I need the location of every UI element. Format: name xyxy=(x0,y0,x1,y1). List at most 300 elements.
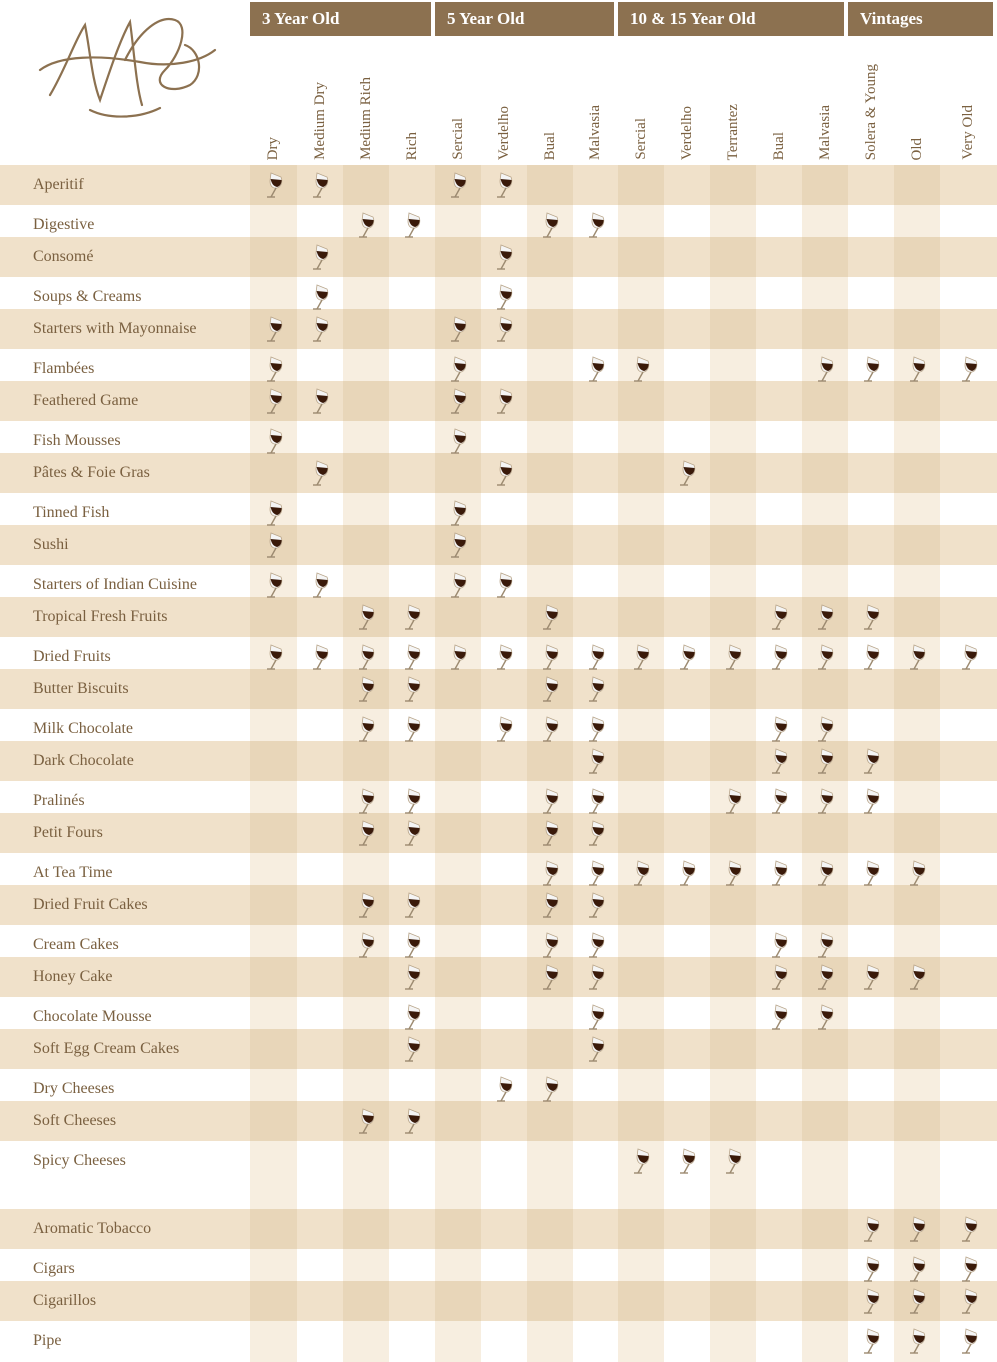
table-cell xyxy=(250,781,297,813)
wine-glass-icon xyxy=(905,643,929,671)
wine-glass-icon xyxy=(813,1003,837,1031)
table-cell xyxy=(250,813,297,853)
table-cell xyxy=(802,1281,848,1321)
column-header: Medium Rich xyxy=(357,77,374,160)
row-label: Aperitif xyxy=(33,176,84,193)
wine-glass-icon xyxy=(584,891,608,919)
row-label: Cream Cakes xyxy=(33,936,119,953)
table-cell xyxy=(802,565,848,597)
wine-glass-icon xyxy=(584,747,608,775)
wine-glass-icon xyxy=(905,1255,929,1283)
column-header: Very Old xyxy=(960,105,976,160)
row-label: Consomé xyxy=(33,248,94,265)
wine-glass-icon xyxy=(538,787,562,815)
wine-glass-icon xyxy=(859,1255,883,1283)
table-cell xyxy=(710,813,756,853)
table-cell xyxy=(343,277,389,309)
wine-glass-icon xyxy=(629,355,653,383)
row-label: Pipe xyxy=(33,1332,62,1349)
row-label: Soft Egg Cream Cakes xyxy=(33,1040,180,1057)
table-cell xyxy=(250,1069,297,1101)
table-cell xyxy=(710,205,756,237)
table-cell xyxy=(802,669,848,709)
wine-glass-icon xyxy=(584,715,608,743)
table-cell xyxy=(710,885,756,925)
wine-glass-icon xyxy=(262,355,286,383)
row-label: Soft Cheeses xyxy=(33,1112,117,1129)
group-header: 10 & 15 Year Old xyxy=(618,2,844,36)
table-cell xyxy=(710,237,756,277)
table-cell xyxy=(250,1209,297,1249)
row-label: Flambées xyxy=(33,360,95,377)
table-cell xyxy=(802,309,848,349)
table-cell xyxy=(710,349,756,381)
column-header: Malvasia xyxy=(587,105,603,160)
wine-glass-icon xyxy=(400,819,424,847)
table-cell xyxy=(343,1321,389,1362)
row-label: Starters of Indian Cuisine xyxy=(33,576,197,593)
table-cell xyxy=(435,597,481,637)
row-label: Honey Cake xyxy=(33,968,113,985)
table-cell xyxy=(710,309,756,349)
wine-glass-icon xyxy=(262,643,286,671)
table-cell xyxy=(618,381,664,421)
wine-glass-icon xyxy=(905,1287,929,1315)
table-cell xyxy=(527,421,573,453)
wine-glass-icon xyxy=(584,787,608,815)
wine-glass-icon xyxy=(629,859,653,887)
wine-glass-icon xyxy=(905,355,929,383)
column-header: Dry xyxy=(265,136,281,160)
group-header: 3 Year Old xyxy=(250,2,431,36)
table-cell xyxy=(618,741,664,781)
wine-glass-icon xyxy=(446,643,470,671)
wine-glass-icon xyxy=(957,1287,981,1315)
wine-glass-icon xyxy=(354,211,378,239)
table-cell xyxy=(435,957,481,997)
table-cell xyxy=(250,997,297,1029)
table-cell xyxy=(618,237,664,277)
table-cell xyxy=(710,421,756,453)
wine-glass-icon xyxy=(767,1003,791,1031)
column-header: Verdelho xyxy=(678,105,695,160)
wine-glass-icon xyxy=(767,859,791,887)
table-cell xyxy=(710,1281,756,1321)
wine-glass-icon xyxy=(354,603,378,631)
table-cell xyxy=(894,1069,940,1101)
wine-glass-icon xyxy=(905,1327,929,1355)
table-cell xyxy=(802,813,848,853)
wine-glass-icon xyxy=(859,963,883,991)
wine-glass-icon xyxy=(492,387,516,415)
table-cell xyxy=(527,525,573,565)
table-cell xyxy=(618,565,664,597)
table-cell xyxy=(527,453,573,493)
table-cell xyxy=(343,421,389,453)
table-cell xyxy=(710,493,756,525)
table-cell xyxy=(618,925,664,957)
table-cell xyxy=(435,1101,481,1141)
table-cell xyxy=(618,1069,664,1101)
wine-glass-icon xyxy=(859,1287,883,1315)
wine-glass-icon xyxy=(859,643,883,671)
table-cell xyxy=(343,1141,389,1209)
wine-glass-icon xyxy=(957,355,981,383)
table-cell xyxy=(435,741,481,781)
column-header: Sercial xyxy=(632,118,649,160)
wine-glass-icon xyxy=(492,243,516,271)
wine-glass-icon xyxy=(446,387,470,415)
table-cell xyxy=(343,997,389,1029)
table-cell xyxy=(894,453,940,493)
table-cell xyxy=(894,1029,940,1069)
wine-glass-icon xyxy=(813,603,837,631)
wine-glass-icon xyxy=(492,1075,516,1103)
table-cell xyxy=(710,597,756,637)
table-cell xyxy=(527,237,573,277)
wine-glass-icon xyxy=(767,931,791,959)
table-cell xyxy=(618,1029,664,1069)
wine-glass-icon xyxy=(400,891,424,919)
table-cell xyxy=(802,1029,848,1069)
wine-glass-icon xyxy=(400,931,424,959)
wine-glass-icon xyxy=(538,859,562,887)
wine-glass-icon xyxy=(957,1215,981,1243)
wine-glass-icon xyxy=(308,243,332,271)
wine-glass-icon xyxy=(767,603,791,631)
table-cell xyxy=(618,885,664,925)
wine-glass-icon xyxy=(675,459,699,487)
wine-glass-icon xyxy=(400,675,424,703)
table-cell xyxy=(343,1209,389,1249)
row-label: Dark Chocolate xyxy=(33,752,134,769)
table-cell xyxy=(250,885,297,925)
wine-glass-icon xyxy=(400,715,424,743)
column-header: Old xyxy=(908,137,925,160)
table-cell xyxy=(527,277,573,309)
wine-glass-icon xyxy=(262,427,286,455)
table-cell xyxy=(618,1101,664,1141)
wine-glass-icon xyxy=(957,1327,981,1355)
table-cell xyxy=(527,1321,573,1362)
wine-glass-icon xyxy=(767,787,791,815)
table-cell xyxy=(894,165,940,205)
table-cell xyxy=(710,381,756,421)
wine-glass-icon xyxy=(354,675,378,703)
row-label: Feathered Game xyxy=(33,392,139,409)
table-cell xyxy=(343,1029,389,1069)
column-header: Medium Dry xyxy=(311,82,328,160)
table-cell xyxy=(894,525,940,565)
table-cell xyxy=(435,853,481,885)
row-label: Dried Fruits xyxy=(33,648,111,665)
wine-glass-icon xyxy=(813,859,837,887)
wine-glass-icon xyxy=(446,315,470,343)
table-cell xyxy=(710,453,756,493)
row-label: Tinned Fish xyxy=(33,504,110,521)
table-cell xyxy=(710,565,756,597)
wine-glass-icon xyxy=(446,171,470,199)
table-cell xyxy=(250,1101,297,1141)
wine-glass-icon xyxy=(957,643,981,671)
table-cell xyxy=(527,741,573,781)
wine-glass-icon xyxy=(262,387,286,415)
table-cell xyxy=(710,1029,756,1069)
table-cell xyxy=(343,493,389,525)
wine-glass-icon xyxy=(859,603,883,631)
table-cell xyxy=(618,493,664,525)
table-cell xyxy=(250,1249,297,1281)
table-cell xyxy=(527,565,573,597)
table-cell xyxy=(618,309,664,349)
wine-glass-icon xyxy=(354,891,378,919)
table-cell xyxy=(894,1141,940,1209)
column-header: Sercial xyxy=(449,118,466,160)
wine-glass-icon xyxy=(584,1003,608,1031)
wine-glass-icon xyxy=(354,1107,378,1135)
wine-glass-icon xyxy=(675,1147,699,1175)
table-cell xyxy=(618,813,664,853)
wine-glass-icon xyxy=(813,643,837,671)
table-cell xyxy=(527,309,573,349)
table-cell xyxy=(802,1069,848,1101)
row-label: Fish Mousses xyxy=(33,432,121,449)
table-cell xyxy=(710,669,756,709)
table-cell xyxy=(710,525,756,565)
table-cell xyxy=(802,205,848,237)
wine-glass-icon xyxy=(538,715,562,743)
table-cell xyxy=(894,381,940,421)
wine-glass-icon xyxy=(584,859,608,887)
table-cell xyxy=(343,165,389,205)
table-cell xyxy=(710,1101,756,1141)
table-cell xyxy=(802,421,848,453)
table-cell xyxy=(894,997,940,1029)
table-cell xyxy=(435,277,481,309)
table-cell xyxy=(435,669,481,709)
table-cell xyxy=(435,1141,481,1209)
row-label: Milk Chocolate xyxy=(33,720,133,737)
table-cell xyxy=(435,237,481,277)
wine-glass-icon xyxy=(538,891,562,919)
table-cell xyxy=(527,381,573,421)
table-cell xyxy=(250,957,297,997)
table-cell xyxy=(343,957,389,997)
wine-glass-icon xyxy=(262,531,286,559)
table-cell xyxy=(343,853,389,885)
wine-glass-icon xyxy=(400,603,424,631)
wine-glass-icon xyxy=(905,859,929,887)
row-label: Dried Fruit Cakes xyxy=(33,896,148,913)
row-label: Spicy Cheeses xyxy=(33,1152,126,1169)
wine-glass-icon xyxy=(354,715,378,743)
table-cell xyxy=(618,525,664,565)
wine-glass-icon xyxy=(354,819,378,847)
column-header: Bual xyxy=(770,131,787,160)
table-cell xyxy=(802,237,848,277)
wine-glass-icon xyxy=(308,459,332,487)
row-label: Digestive xyxy=(33,216,95,233)
wine-glass-icon xyxy=(538,1075,562,1103)
wine-glass-icon xyxy=(308,387,332,415)
table-cell xyxy=(250,925,297,957)
table-cell xyxy=(710,1209,756,1249)
group-header: Vintages xyxy=(848,2,993,36)
table-cell xyxy=(435,1069,481,1101)
table-cell xyxy=(250,1029,297,1069)
column-header: Solera & Young xyxy=(862,63,879,160)
table-cell xyxy=(435,1209,481,1249)
row-label: Tropical Fresh Fruits xyxy=(33,608,168,625)
table-cell xyxy=(894,885,940,925)
wine-glass-icon xyxy=(584,1035,608,1063)
table-cell xyxy=(435,1249,481,1281)
wine-glass-icon xyxy=(629,1147,653,1175)
table-cell xyxy=(527,1209,573,1249)
row-label: Sushi xyxy=(33,536,69,553)
wine-glass-icon xyxy=(538,603,562,631)
table-cell xyxy=(802,1321,848,1362)
wine-glass-icon xyxy=(813,747,837,775)
wine-glass-icon xyxy=(262,499,286,527)
table-cell xyxy=(618,1249,664,1281)
table-cell xyxy=(894,1101,940,1141)
wine-glass-icon xyxy=(400,1035,424,1063)
wine-glass-icon xyxy=(859,1215,883,1243)
wine-glass-icon xyxy=(262,315,286,343)
table-cell xyxy=(435,453,481,493)
row-label: At Tea Time xyxy=(33,864,113,881)
table-cell xyxy=(250,709,297,741)
wine-glass-icon xyxy=(308,643,332,671)
mwc-logo xyxy=(30,0,220,130)
wine-glass-icon xyxy=(859,859,883,887)
wine-glass-icon xyxy=(262,171,286,199)
table-cell xyxy=(802,1249,848,1281)
wine-glass-icon xyxy=(813,963,837,991)
table-cell xyxy=(618,997,664,1029)
table-cell xyxy=(710,1249,756,1281)
table-cell xyxy=(435,1321,481,1362)
table-cell xyxy=(894,277,940,309)
row-label: Starters with Mayonnaise xyxy=(33,320,197,337)
wine-glass-icon xyxy=(675,643,699,671)
table-cell xyxy=(894,741,940,781)
wine-glass-icon xyxy=(308,283,332,311)
wine-glass-icon xyxy=(400,1107,424,1135)
wine-glass-icon xyxy=(675,859,699,887)
table-cell xyxy=(527,1249,573,1281)
table-cell xyxy=(894,669,940,709)
wine-glass-icon xyxy=(538,963,562,991)
table-cell xyxy=(618,1209,664,1249)
row-label: Dry Cheeses xyxy=(33,1080,115,1097)
table-cell xyxy=(250,741,297,781)
wine-glass-icon xyxy=(721,1147,745,1175)
table-cell xyxy=(250,669,297,709)
table-cell xyxy=(710,997,756,1029)
wine-glass-icon xyxy=(721,643,745,671)
table-cell xyxy=(802,525,848,565)
wine-glass-icon xyxy=(813,355,837,383)
table-cell xyxy=(250,277,297,309)
table-cell xyxy=(710,741,756,781)
wine-glass-icon xyxy=(492,571,516,599)
wine-glass-icon xyxy=(308,315,332,343)
wine-glass-icon xyxy=(584,931,608,959)
wine-glass-icon xyxy=(400,211,424,239)
table-cell xyxy=(618,709,664,741)
table-cell xyxy=(802,885,848,925)
table-cell xyxy=(343,381,389,421)
table-cell xyxy=(710,925,756,957)
wine-glass-icon xyxy=(957,1255,981,1283)
wine-glass-icon xyxy=(859,787,883,815)
wine-glass-icon xyxy=(584,963,608,991)
wine-glass-icon xyxy=(584,211,608,239)
table-cell xyxy=(618,597,664,637)
table-cell xyxy=(618,453,664,493)
table-cell xyxy=(710,165,756,205)
table-cell xyxy=(710,277,756,309)
table-cell xyxy=(435,925,481,957)
wine-glass-icon xyxy=(767,643,791,671)
table-cell xyxy=(435,709,481,741)
table-cell xyxy=(802,1209,848,1249)
wine-glass-icon xyxy=(446,571,470,599)
table-cell xyxy=(894,309,940,349)
table-cell xyxy=(527,1281,573,1321)
wine-glass-icon xyxy=(538,643,562,671)
table-cell xyxy=(894,781,940,813)
wine-glass-icon xyxy=(538,819,562,847)
wine-glass-icon xyxy=(262,571,286,599)
table-cell xyxy=(250,205,297,237)
table-cell xyxy=(802,1141,848,1209)
table-cell xyxy=(618,1281,664,1321)
row-label: Pralinés xyxy=(33,792,85,809)
wine-glass-icon xyxy=(400,643,424,671)
table-cell xyxy=(343,309,389,349)
table-cell xyxy=(435,885,481,925)
table-cell xyxy=(894,237,940,277)
wine-glass-icon xyxy=(721,859,745,887)
column-header: Malvasia xyxy=(816,105,833,160)
wine-glass-icon xyxy=(492,283,516,311)
table-cell xyxy=(894,925,940,957)
table-cell xyxy=(343,1069,389,1101)
wine-glass-icon xyxy=(492,171,516,199)
table-cell xyxy=(527,1029,573,1069)
table-cell xyxy=(250,237,297,277)
wine-glass-icon xyxy=(905,963,929,991)
wine-glass-icon xyxy=(538,211,562,239)
wine-glass-icon xyxy=(859,355,883,383)
table-cell xyxy=(435,1281,481,1321)
wine-glass-icon xyxy=(354,931,378,959)
wine-glass-icon xyxy=(629,643,653,671)
wine-glass-icon xyxy=(859,747,883,775)
table-cell xyxy=(894,205,940,237)
table-cell xyxy=(618,781,664,813)
table-cell xyxy=(618,165,664,205)
row-label: Butter Biscuits xyxy=(33,680,129,697)
table-cell xyxy=(527,349,573,381)
table-cell xyxy=(343,1249,389,1281)
wine-glass-icon xyxy=(446,499,470,527)
table-cell xyxy=(343,741,389,781)
wine-glass-icon xyxy=(400,1003,424,1031)
